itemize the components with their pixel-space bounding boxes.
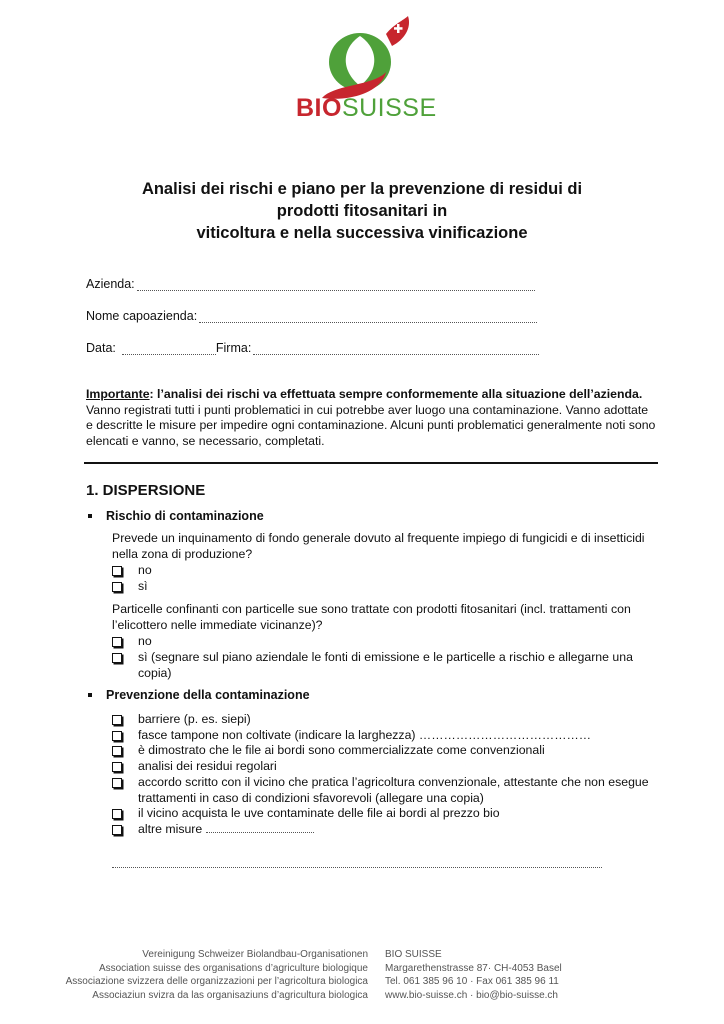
checkbox-icon[interactable] bbox=[112, 731, 122, 741]
prevention-option[interactable]: accordo scritto con il vicino che pratica l’agricoltura convenzionale, attestante che non esegue trattamenti in caso di condizioni sfavorevoli (allegare una copia) bbox=[112, 775, 652, 806]
question-2: Particelle confinanti con particelle sue sono trattate con prodotti fitosanitari (incl. trattamenti con l’elicottero nelle immediate vicinanze)? bbox=[112, 602, 631, 632]
option-q1-si[interactable]: sì bbox=[112, 579, 652, 595]
bullet-icon bbox=[88, 514, 92, 518]
important-note: Importante: l’analisi dei rischi va effettuata sempre conformemente alla situazione dell’azienda. Vanno registrati tutti i punti problematici in cui potrebbe aver luogo una contaminazione. Vanno adottate e descritte le misure per impedire ogni contaminazione. Alcuni punti problematici generalmente noti sono elencati e vanno, se necessario, completati. bbox=[86, 387, 656, 448]
prevention-option[interactable]: è dimostrato che le file ai bordi sono commercializzate come convenzionali bbox=[112, 743, 652, 759]
section-heading: 1. DISPERSIONE bbox=[86, 482, 206, 499]
option-q1-no[interactable]: no bbox=[112, 563, 652, 579]
option-q2-no[interactable]: no bbox=[112, 634, 652, 650]
azienda-field[interactable] bbox=[86, 277, 535, 291]
prevention-option-other[interactable]: altre misure bbox=[112, 822, 652, 838]
checkbox-icon[interactable] bbox=[112, 778, 122, 788]
bullet-icon bbox=[88, 693, 92, 697]
checkbox-icon[interactable] bbox=[112, 825, 122, 835]
subsection-risk: Rischio di contaminazione bbox=[86, 509, 264, 523]
logo-text: BIOSUISSE bbox=[296, 94, 437, 122]
data-label: Data: bbox=[86, 341, 116, 355]
firma-label: Firma: bbox=[215, 341, 252, 355]
prevention-option[interactable]: analisi dei residui regolari bbox=[112, 759, 652, 775]
checkbox-icon[interactable] bbox=[112, 653, 122, 663]
data-line[interactable] bbox=[122, 342, 216, 355]
checkbox-icon[interactable] bbox=[112, 809, 122, 819]
firma-line[interactable] bbox=[253, 342, 539, 355]
document-title: Analisi dei rischi e piano per la prevenzione di residui di prodotti fitosanitari in viticoltura e nella successiva vinificazione bbox=[141, 180, 583, 242]
data-firma-field[interactable] bbox=[86, 341, 539, 355]
checkbox-icon[interactable] bbox=[112, 762, 122, 772]
swiss-flag-icon bbox=[386, 16, 409, 46]
azienda-label: Azienda: bbox=[86, 277, 135, 291]
checkbox-icon[interactable] bbox=[112, 566, 122, 576]
footer-contact: BIO SUISSE Margarethenstrasse 87· CH-4053 Basel Tel. 061 385 96 10 · Fax 061 385 96 11 www.bio-suisse.ch · bio@bio-suisse.ch bbox=[385, 949, 562, 1001]
divider bbox=[84, 462, 658, 464]
question-1: Prevede un inquinamento di fondo generale dovuto al frequente impiego di fungicidi e di insetticidi nella zona di produzione? bbox=[112, 531, 645, 561]
free-text-line[interactable] bbox=[112, 866, 602, 868]
capoazienda-field[interactable] bbox=[86, 309, 537, 323]
checkbox-icon[interactable] bbox=[112, 582, 122, 592]
prevention-option[interactable]: il vicino acquista le uve contaminate delle file ai bordi al prezzo bio bbox=[112, 806, 652, 822]
prevention-option[interactable]: fasce tampone non coltivate (indicare la larghezza) …………………………………… bbox=[112, 728, 652, 744]
capoazienda-label: Nome capoazienda: bbox=[86, 309, 198, 323]
capoazienda-line[interactable] bbox=[199, 310, 537, 323]
checkbox-icon[interactable] bbox=[112, 746, 122, 756]
azienda-line[interactable] bbox=[137, 278, 535, 291]
bud-icon bbox=[322, 33, 391, 99]
subsection-prevention: Prevenzione della contaminazione bbox=[86, 688, 310, 702]
other-measures-line[interactable] bbox=[206, 822, 314, 833]
footer-organizations: Vereinigung Schweizer Biolandbau-Organisationen Association suisse des organisations d’agriculture biologique Associazione svizzera delle organizzazioni per l’agricoltura biologica Associaziun svizra da las organisaziuns d’agricultura biologica bbox=[65, 949, 368, 1001]
checkbox-icon[interactable] bbox=[112, 715, 122, 725]
checkbox-icon[interactable] bbox=[112, 637, 122, 647]
prevention-option[interactable]: barriere (p. es. siepi) bbox=[112, 712, 652, 728]
option-q2-si[interactable]: sì (segnare sul piano aziendale le fonti di emissione e le particelle a rischio e allegarne una copia) bbox=[112, 650, 652, 681]
